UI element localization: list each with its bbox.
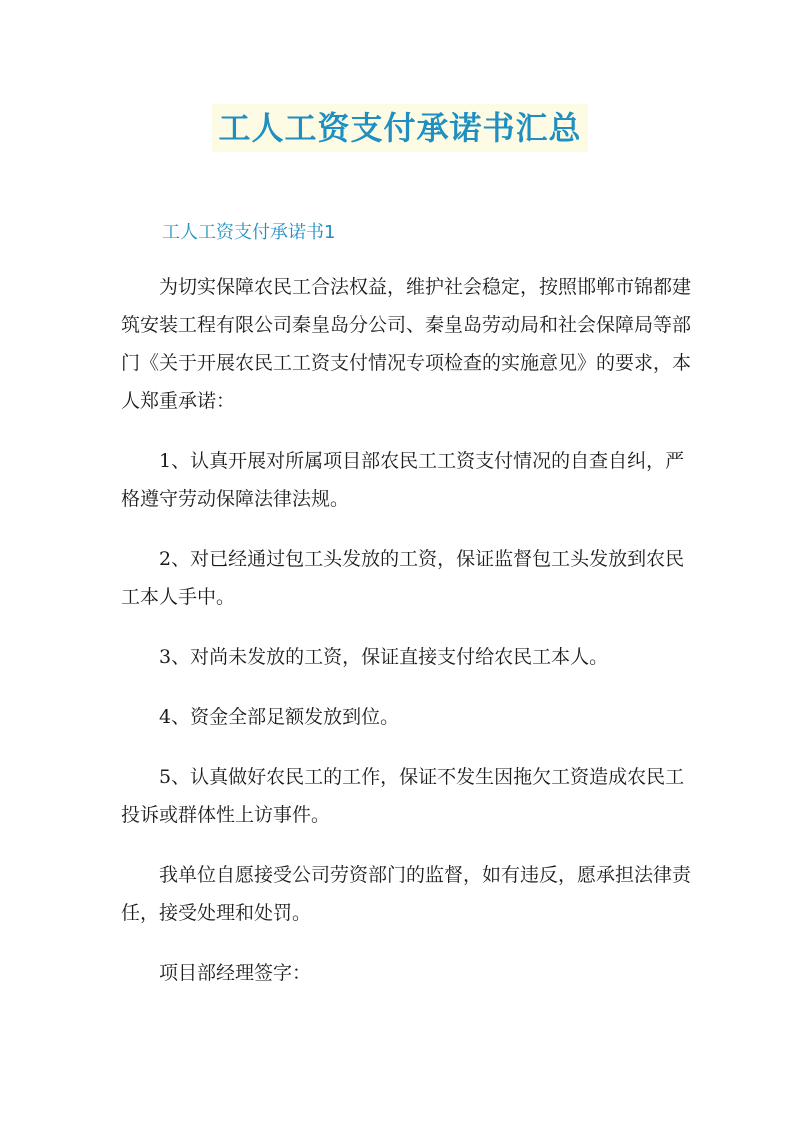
supervision-paragraph: 我单位自愿接受公司劳资部门的监督，如有违反，愿承担法律责任，接受处理和处罚。 bbox=[121, 864, 692, 924]
commitment-item-4: 4、资金全部足额发放到位。 bbox=[159, 706, 400, 728]
commitment-item-5: 5、认真做好农民工的工作，保证不发生因拖欠工资造成农民工投诉或群体性上访事件。 bbox=[121, 766, 685, 826]
commitment-item-2: 2、对已经通过包工头发放的工资，保证监督包工头发放到农民工本人手中。 bbox=[121, 548, 685, 608]
document-title: 工人工资支付承诺书汇总 bbox=[212, 104, 587, 152]
commitment-item-3: 3、对尚未发放的工资，保证直接支付给农民工本人。 bbox=[159, 646, 609, 668]
title-container bbox=[0, 104, 800, 152]
signature-line: 项目部经理签字： bbox=[159, 962, 312, 984]
section-heading: 工人工资支付承诺书1 bbox=[162, 222, 336, 243]
document-body bbox=[121, 268, 701, 1014]
intro-paragraph: 为切实保障农民工合法权益，维护社会稳定，按照邯郸市锦都建筑安装工程有限公司秦皇岛分公司、秦皇岛劳动局和社会保障局等部门《关于开展农民工工资支付情况专项检查的实施意见》的要求，本人郑重承诺： bbox=[121, 276, 692, 412]
commitment-item-1: 1、认真开展对所属项目部农民工工资支付情况的自查自纠，严格遵守劳动保障法律法规。 bbox=[121, 450, 685, 510]
